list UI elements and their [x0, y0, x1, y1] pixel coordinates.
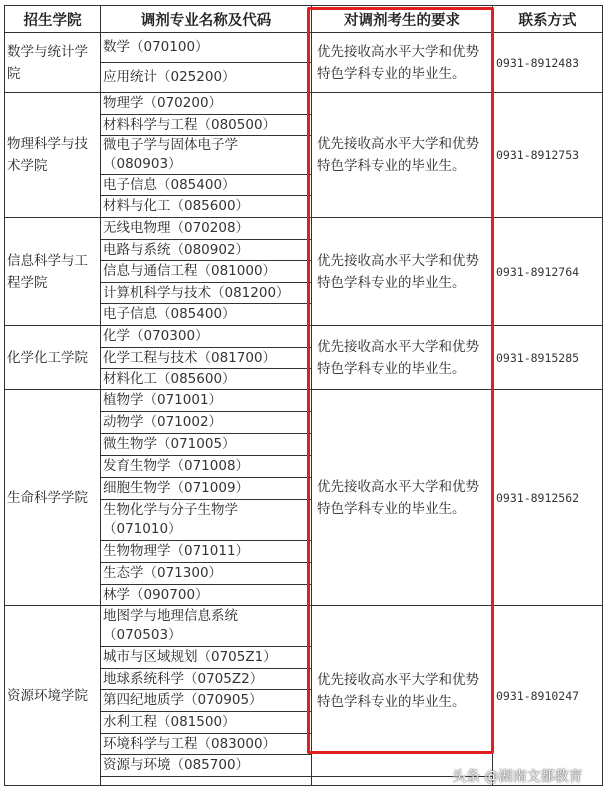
major-cell — [101, 647, 312, 669]
table-row — [5, 33, 603, 63]
contact-phone: 0931-8910247 — [493, 606, 603, 786]
major-cell — [101, 326, 312, 348]
major-cell — [101, 196, 312, 218]
table-row — [5, 218, 603, 240]
requirement-text: 优先接收高水平大学和优势特色学科专业的毕业生。 — [312, 606, 493, 777]
major-cell — [101, 348, 312, 369]
major-name: 地球系统科学 — [103, 670, 184, 687]
major-code: （071300） — [143, 565, 223, 581]
major-code: （070503） — [103, 627, 182, 643]
major-name: 物理学 — [103, 95, 144, 111]
major-name: 计算机科学与技术 — [103, 284, 211, 301]
header-college: 招生学院 — [5, 6, 101, 33]
header-row — [5, 6, 603, 33]
requirement-text: 优先接收高水平大学和优势特色学科专业的毕业生。 — [312, 93, 493, 218]
college-name: 物理科学与技术学院 — [5, 93, 101, 218]
requirement-text: 优先接收高水平大学和优势特色学科专业的毕业生。 — [312, 33, 493, 93]
major-code: （085700） — [170, 757, 250, 773]
major-code: （085400） — [157, 306, 236, 322]
major-name: 细胞生物学 — [103, 480, 171, 496]
major-code: （080500） — [197, 116, 277, 133]
major-cell — [101, 690, 312, 712]
major-cell — [101, 304, 312, 326]
major-cell — [101, 283, 312, 304]
requirement-text: 优先接收高水平大学和优势特色学科专业的毕业生。 — [312, 390, 493, 606]
major-code: （081500） — [157, 714, 236, 730]
major-cell — [101, 755, 312, 777]
table-row — [5, 93, 603, 115]
major-cell — [101, 115, 312, 136]
major-cell — [101, 669, 312, 690]
major-name: 地图学与地理信息系统 — [103, 608, 238, 624]
requirement-text: 优先接收高水平大学和优势特色学科专业的毕业生。 — [312, 326, 493, 390]
header-major: 调剂专业名称及代码 — [101, 6, 312, 33]
major-name: 数学 — [103, 39, 130, 55]
major-cell — [101, 261, 312, 283]
contact-phone: 0931-8912483 — [493, 33, 603, 93]
major-cell — [101, 240, 312, 261]
major-name: 水利工程 — [103, 714, 157, 730]
major-code: （071010） — [103, 521, 182, 537]
major-code: （070300） — [130, 328, 209, 344]
major-name: 第四纪地质学 — [103, 692, 184, 708]
major-name: 林学 — [103, 586, 130, 603]
requirement-text: 优先接收高水平大学和优势特色学科专业的毕业生。 — [312, 218, 493, 326]
major-cell — [101, 218, 312, 240]
major-cell — [101, 712, 312, 734]
empty-cell — [101, 777, 312, 786]
major-cell — [101, 734, 312, 755]
major-code: （070200） — [143, 95, 223, 111]
header-contact: 联系方式 — [493, 6, 603, 33]
major-name: 应用统计 — [103, 69, 157, 85]
major-name: 城市与区域规划 — [103, 649, 198, 665]
major-cell — [101, 369, 312, 390]
major-cell — [101, 585, 312, 606]
major-cell — [101, 33, 312, 63]
major-name: 微电子学与固体电子学 — [103, 137, 238, 153]
major-code: （0705Z1） — [197, 649, 277, 665]
major-code: （071008） — [170, 458, 250, 474]
major-cell — [101, 412, 312, 434]
table-row — [5, 326, 603, 348]
transfer-admission-table — [4, 5, 603, 786]
major-cell — [101, 390, 312, 412]
table-row — [5, 390, 603, 412]
major-name: 生物化学与分子生物学 — [103, 502, 238, 518]
major-code: （071009） — [170, 480, 250, 496]
major-name: 电子信息 — [103, 176, 157, 193]
major-code: （085600） — [170, 198, 250, 214]
major-cell — [101, 478, 312, 500]
major-cell — [101, 93, 312, 115]
major-name: 材料与化工 — [103, 198, 171, 214]
major-name: 微生物学 — [103, 436, 157, 452]
college-name: 资源环境学院 — [5, 606, 101, 786]
major-code: （0705Z2） — [184, 670, 264, 687]
contact-phone: 0931-8912753 — [493, 93, 603, 218]
college-name: 化学化工学院 — [5, 326, 101, 390]
major-code: （085400） — [157, 176, 236, 193]
major-code: （085600） — [157, 370, 236, 387]
major-name: 发育生物学 — [103, 458, 171, 474]
major-code: （080902） — [170, 241, 250, 258]
major-name: 动物学 — [103, 414, 144, 430]
major-name: 材料化工 — [103, 370, 157, 387]
major-name: 生物物理学 — [103, 543, 171, 559]
major-code: （071011） — [170, 543, 250, 559]
major-name: 电子信息 — [103, 306, 157, 322]
major-name: 信息与通信工程 — [103, 263, 198, 279]
major-cell — [101, 500, 312, 541]
major-name: 生态学 — [103, 565, 144, 581]
major-code: （071005） — [157, 436, 236, 452]
major-code: （081200） — [211, 284, 290, 301]
major-code: （070100） — [130, 39, 209, 55]
contact-phone: 0931-8915285 — [493, 326, 603, 390]
major-cell — [101, 136, 312, 175]
watermark: 头条 @湖南文都教育 — [452, 769, 583, 785]
major-code: （083000） — [197, 735, 277, 752]
major-name: 资源与环境 — [103, 757, 171, 773]
major-name: 材料科学与工程 — [103, 116, 198, 133]
major-cell — [101, 541, 312, 563]
contact-phone: 0931-8912562 — [493, 390, 603, 606]
major-code: （070905） — [184, 692, 263, 708]
college-name: 信息科学与工程学院 — [5, 218, 101, 326]
major-code: （071001） — [143, 392, 223, 408]
major-cell — [101, 175, 312, 196]
college-name: 生命科学学院 — [5, 390, 101, 606]
major-name: 电路与系统 — [103, 241, 171, 258]
header-requirement: 对调剂考生的要求 — [312, 6, 493, 33]
college-name: 数学与统计学院 — [5, 33, 101, 93]
contact-phone: 0931-8912764 — [493, 218, 603, 326]
major-name: 植物学 — [103, 392, 144, 408]
major-name: 无线电物理 — [103, 220, 171, 236]
major-code: （081000） — [197, 263, 277, 279]
major-code: （090700） — [130, 586, 209, 603]
table-row — [5, 606, 603, 647]
major-code: （080903） — [103, 156, 182, 172]
major-code: （081700） — [197, 349, 277, 366]
major-name: 环境科学与工程 — [103, 735, 198, 752]
major-name: 化学工程与技术 — [103, 349, 198, 366]
table-body — [5, 33, 603, 786]
major-cell — [101, 456, 312, 478]
major-cell — [101, 606, 312, 647]
major-cell — [101, 434, 312, 456]
major-cell — [101, 563, 312, 585]
major-name: 化学 — [103, 328, 130, 344]
major-cell — [101, 63, 312, 93]
major-code: （071002） — [143, 414, 223, 430]
major-code: （070208） — [170, 220, 250, 236]
major-code: （025200） — [157, 69, 236, 85]
